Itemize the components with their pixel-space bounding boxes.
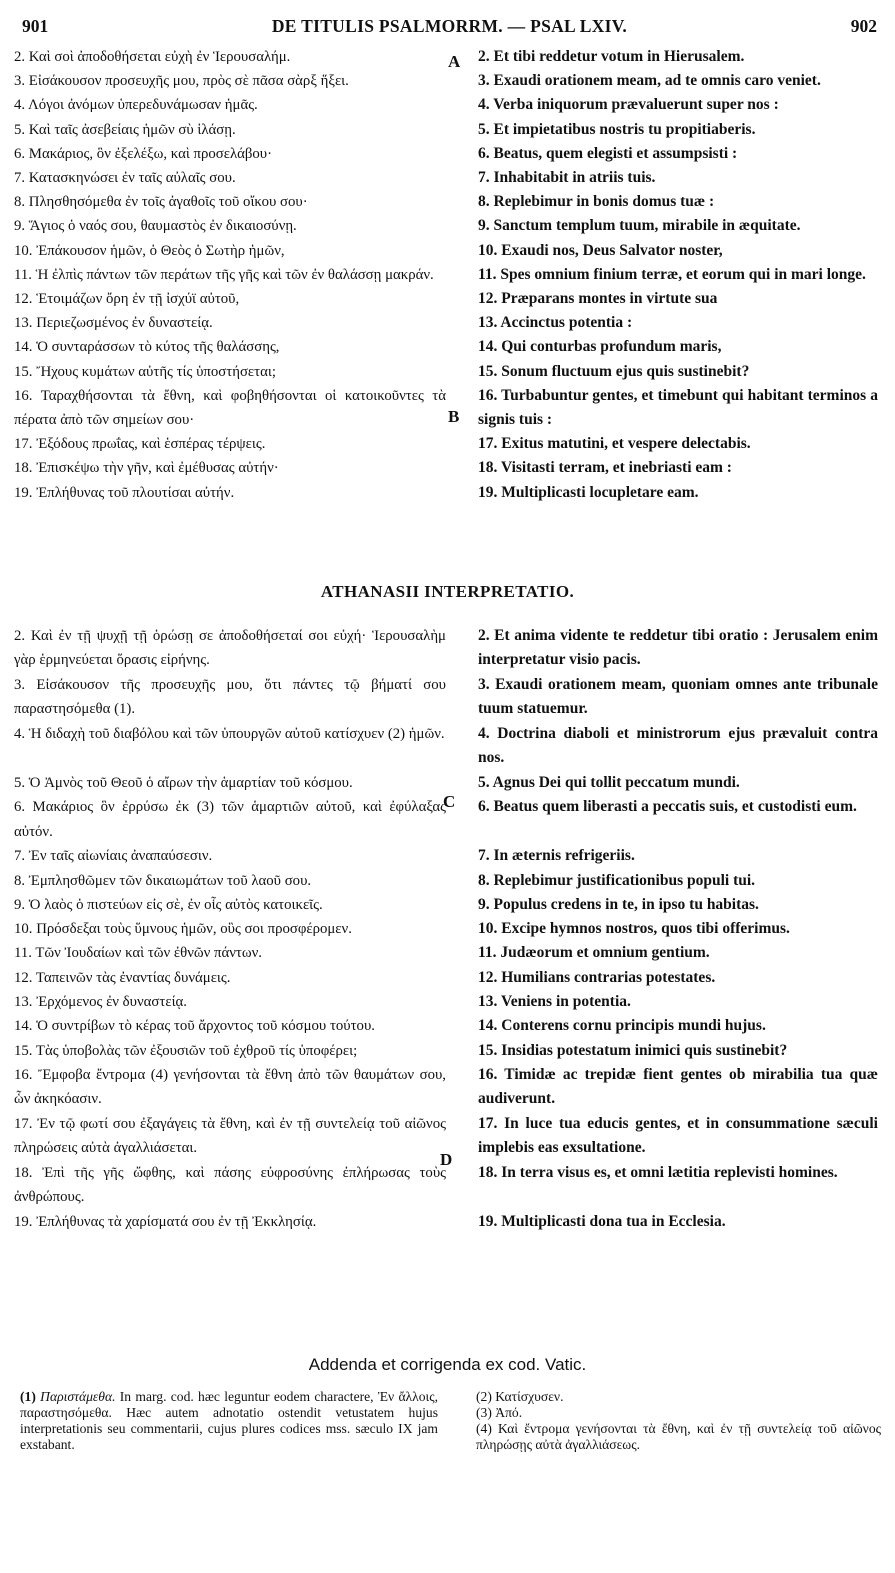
greek-verse: 9. Ὁ λαὸς ὁ πιστεύων εἰς σὲ, ἐν οἷς αὐτὸς κατοικεῖς. bbox=[14, 896, 323, 913]
footnotes-left bbox=[20, 1389, 438, 1453]
section-title: ATHANASII INTERPRETATIO. bbox=[320, 582, 575, 601]
latin-verse: 5. Et impietatibus nostris tu propitiaberis. bbox=[478, 120, 756, 138]
latin-verse: 10. Exaudi nos, Deus Salvator noster, bbox=[478, 241, 723, 259]
greek-verse: 17. Ἐξόδους πρωΐας, καὶ ἑσπέρας τέρψεις. bbox=[14, 436, 266, 453]
interpretation-section bbox=[0, 624, 895, 1344]
latin-verse: 15. Sonum fluctuum ejus quis sustinebit? bbox=[478, 362, 750, 380]
page-header bbox=[22, 16, 877, 42]
footnote: (4) Καὶ ἔντρομα γενήσονται τὰ ἔθνη, καὶ ἐν τῇ συντελείᾳ τοῦ αἰῶνος πληρώσῃς αὐτὰ ἀγαλλιάσεως. bbox=[476, 1421, 881, 1452]
greek-verse: 5. Ὁ Ἀμνὸς τοῦ Θεοῦ ὁ αἴρων τὴν ἁμαρτίαν τοῦ κόσμου. bbox=[14, 775, 353, 791]
greek-verse: 12. Ἑτοιμάζων ὄρη ἐν τῇ ἰσχύϊ αὐτοῦ, bbox=[14, 291, 240, 308]
greek-verse: 7. Ἐν ταῖς αἰωνίαις ἀναπαύσεσιν. bbox=[14, 848, 213, 865]
latin-verse: 17. Exitus matutini, et vespere delectabis. bbox=[478, 435, 751, 453]
latin-verse: 2. Et tibi reddetur votum in Hierusalem. bbox=[478, 48, 745, 65]
latin-verse: 4. Doctrina diaboli et ministrorum ejus prævaluit contra nos. bbox=[478, 725, 878, 767]
page-number-right: 902 bbox=[850, 16, 877, 36]
greek-verse: 10. Ἐπάκουσον ἡμῶν, ὁ Θεὸς ὁ Σωτὴρ ἡμῶν, bbox=[14, 242, 285, 259]
greek-verse: 9. Ἅγιος ὁ ναός σου, θαυμαστὸς ἐν δικαιοσύνῃ. bbox=[14, 218, 297, 235]
latin-verse: 12. Humilians contrarias potestates. bbox=[478, 968, 716, 986]
greek-verse: 18. Ἐπισκέψω τὴν γῆν, καὶ ἐμέθυσας αὐτήν· bbox=[14, 460, 279, 477]
psalm-text-section bbox=[0, 45, 895, 565]
greek-verse: 3. Εἰσάκουσον προσευχῆς μου, πρὸς σὲ πᾶσα σὰρξ ἥξει. bbox=[14, 73, 349, 90]
margin-marker-b: B bbox=[448, 407, 460, 426]
latin-verse: 9. Populus credens in te, in ipso tu habitas. bbox=[478, 895, 759, 913]
latin-verse: 11. Judæorum et omnium gentium. bbox=[478, 944, 710, 962]
greek-verse: 19. Ἐπλήθυνας τοῦ πλουτίσαι αὐτήν. bbox=[14, 484, 235, 501]
latin-verse: 19. Multiplicasti locupletare eam. bbox=[478, 483, 699, 501]
greek-verse: 6. Μακάριος, ὃν ἐξελέξω, καὶ προσελάβου· bbox=[14, 145, 273, 162]
latin-verse: 10. Excipe hymnos nostros, quos tibi offerimus. bbox=[478, 920, 790, 938]
footnote: (3) Ἀπό. bbox=[476, 1405, 523, 1420]
latin-verse: 9. Sanctum templum tuum, mirabile in æquitate. bbox=[478, 217, 801, 235]
latin-verse: 3. Exaudi orationem meam, ad te omnis caro veniet. bbox=[478, 72, 821, 90]
greek-column bbox=[14, 624, 446, 1234]
latin-verse: 16. Turbabuntur gentes, et timebunt qui habitant terminos a signis tuis : bbox=[478, 386, 878, 429]
latin-column bbox=[478, 45, 878, 505]
greek-verse: 16. Ἔμφοβα ἔντρομα (4) γενήσονται τὰ ἔθνη ἀπὸ τῶν θαυμάτων σου, ὧν ἀκηκόασιν. bbox=[14, 1066, 446, 1108]
latin-verse: 6. Beatus quem liberasti a peccatis suis, et custodisti eum. bbox=[478, 798, 857, 816]
greek-verse: 10. Πρόσδεξαι τοὺς ὕμνους ἡμῶν, οὓς σοι προσφέρομεν. bbox=[14, 921, 352, 938]
latin-verse: 7. Inhabitabit in atriis tuis. bbox=[478, 169, 656, 187]
latin-column bbox=[478, 624, 878, 1234]
latin-verse: 4. Verba iniquorum prævaluerunt super nos : bbox=[478, 96, 779, 114]
greek-verse: 14. Ὁ συνταράσσων τὸ κύτος τῆς θαλάσσης, bbox=[14, 339, 280, 356]
greek-verse: 11. Τῶν Ἰουδαίων καὶ τῶν ἐθνῶν πάντων. bbox=[14, 945, 263, 962]
addenda-title: Addenda et corrigenda ex cod. Vatic. bbox=[308, 1355, 587, 1374]
greek-verse: 5. Καὶ ταῖς ἀσεβείαις ἡμῶν σὺ ἱλάσῃ. bbox=[14, 121, 236, 138]
latin-verse: 17. In luce tua educis gentes, et in consummatione sæculi implebis eas exsultatione. bbox=[478, 1114, 878, 1157]
greek-verse: 7. Κατασκηνώσει ἐν ταῖς αὐλαῖς σου. bbox=[14, 170, 236, 187]
footnote-headword: Παριστάμεθα. bbox=[40, 1389, 116, 1404]
greek-verse: 16. Ταραχθήσονται τὰ ἔθνη, καὶ φοβηθήσονται οἱ κατοικοῦντες τὰ πέρατα ἀπὸ τῶν σημείων σου· bbox=[14, 387, 446, 429]
latin-verse: 8. Replebimur justificationibus populi tui. bbox=[478, 871, 756, 889]
greek-verse: 17. Ἐν τῷ φωτί σου ἐξαγάγεις τὰ ἔθνη, καὶ ἐν τῇ συντελείᾳ τοῦ αἰῶνος πληρώσεις αὐτὰ ἀγαλλιάσεται. bbox=[14, 1115, 446, 1157]
latin-verse: 13. Veniens in potentia. bbox=[478, 993, 631, 1011]
greek-verse: 6. Μακάριος ὃν ἐρρύσω ἐκ (3) τῶν ἁμαρτιῶν αὐτοῦ, καὶ ἐφύλαξας αὐτόν. bbox=[14, 799, 446, 840]
latin-verse: 3. Exaudi orationem meam, quoniam omnes ante tribunale tuum statuemur. bbox=[478, 676, 878, 718]
greek-verse: 3. Εἰσάκουσον τῆς προσευχῆς μου, ὅτι πάντες τῷ βήματί σου παραστησόμεθα (1). bbox=[14, 677, 446, 718]
greek-verse: 4. Ἡ διδαχὴ τοῦ διαβόλου καὶ τῶν ὑπουργῶν αὐτοῦ κατίσχυεν (2) ἡμῶν. bbox=[14, 726, 445, 742]
greek-verse: 19. Ἐπλήθυνας τὰ χαρίσματά σου ἐν τῇ Ἐκκλησίᾳ. bbox=[14, 1213, 317, 1230]
greek-verse: 13. Περιεζωσμένος ἐν δυναστείᾳ. bbox=[14, 315, 213, 332]
latin-verse: 6. Beatus, quem elegisti et assumpsisti : bbox=[478, 144, 738, 162]
greek-verse: 11. Ἡ ἐλπὶς πάντων τῶν περάτων τῆς γῆς καὶ τῶν ἐν θαλάσσῃ μακράν. bbox=[14, 266, 434, 283]
footnotes-right bbox=[476, 1389, 881, 1453]
latin-verse: 18. Visitasti terram, et inebriasti eam : bbox=[478, 459, 732, 477]
latin-verse: 18. In terra visus es, et omni lætitia replevisti homines. bbox=[478, 1163, 838, 1181]
greek-verse: 15. Ἤχους κυμάτων αὐτῆς τίς ὑποστήσεται; bbox=[14, 363, 276, 380]
latin-verse: 15. Insidias potestatum inimici quis sustinebit? bbox=[478, 1041, 788, 1059]
page-number-left: 901 bbox=[22, 16, 49, 36]
greek-verse: 8. Πλησθησόμεθα ἐν τοῖς ἀγαθοῖς τοῦ οἴκου σου· bbox=[14, 194, 308, 211]
latin-verse: 14. Qui conturbas profundum maris, bbox=[478, 338, 722, 356]
greek-verse: 12. Ταπεινῶν τὰς ἐναντίας δυνάμεις. bbox=[14, 969, 231, 986]
footnote-text: In marg. cod. hæc leguntur eodem charactere, Ἐν ἄλλοις, παραστησόμεθα. Hæc autem adnotatio ostendit vetustatem hujus interpretationis seu commentarii, cujus plures codices mss. sæculo IX jam exstabant. bbox=[20, 1389, 438, 1452]
footnote-label: (1) bbox=[20, 1389, 36, 1404]
margin-marker-a: A bbox=[448, 52, 461, 71]
greek-verse: 2. Καὶ ἐν τῇ ψυχῇ τῇ ὁρώσῃ σε ἀποδοθήσεταί σοι εὐχή· Ἱερουσαλὴμ γὰρ ἑρμηνεύεται ὅρασις εἰρήνης. bbox=[14, 628, 446, 669]
greek-verse: 2. Καὶ σοὶ ἀποδοθήσεται εὐχὴ ἐν Ἱερουσαλήμ. bbox=[14, 49, 291, 65]
greek-verse: 18. Ἐπὶ τῆς γῆς ὤφθης, καὶ πάσης εὐφροσύνης ἐπλήρωσας τοὺς ἀνθρώπους. bbox=[14, 1164, 446, 1206]
latin-verse: 2. Et anima vidente te reddetur tibi oratio : Jerusalem enim interpretatur visio pacis. bbox=[478, 627, 878, 669]
greek-verse: 13. Ἐρχόμενος ἐν δυναστείᾳ. bbox=[14, 994, 187, 1011]
latin-verse: 11. Spes omnium finium terræ, et eorum qui in mari longe. bbox=[478, 265, 866, 283]
greek-verse: 4. Λόγοι ἀνόμων ὑπερεδυνάμωσαν ἡμᾶς. bbox=[14, 97, 258, 114]
latin-verse: 8. Replebimur in bonis domus tuæ : bbox=[478, 193, 715, 211]
greek-column bbox=[14, 45, 446, 505]
running-title: DE TITULIS PSALMORRM. — PSAL LXIV. bbox=[271, 16, 628, 36]
margin-marker-d: D bbox=[440, 1150, 453, 1169]
greek-verse: 8. Ἐμπλησθῶμεν τῶν δικαιωμάτων τοῦ λαοῦ σου. bbox=[14, 872, 312, 889]
latin-verse: 19. Multiplicasti dona tua in Ecclesia. bbox=[478, 1212, 726, 1230]
footnote: (2) Κατίσχυσεν. bbox=[476, 1389, 564, 1404]
footnote bbox=[20, 1389, 438, 1453]
greek-verse: 15. Τὰς ὑποβολὰς τῶν ἐξουσιῶν τοῦ ἐχθροῦ τίς ὑποφέρει; bbox=[14, 1042, 358, 1059]
greek-verse: 14. Ὁ συντρίβων τὸ κέρας τοῦ ἄρχοντος τοῦ κόσμου τούτου. bbox=[14, 1018, 375, 1035]
latin-verse: 12. Præparans montes in virtute sua bbox=[478, 290, 718, 308]
latin-verse: 13. Accinctus potentia : bbox=[478, 314, 633, 332]
latin-verse: 7. In æternis refrigeriis. bbox=[478, 847, 635, 865]
latin-verse: 14. Conterens cornu principis mundi hujus. bbox=[478, 1017, 766, 1035]
latin-verse: 5. Agnus Dei qui tollit peccatum mundi. bbox=[478, 774, 740, 791]
margin-marker-c: C bbox=[443, 792, 456, 811]
latin-verse: 16. Timidæ ac trepidæ fient gentes ob mirabilia tua quæ audiverunt. bbox=[478, 1065, 878, 1108]
